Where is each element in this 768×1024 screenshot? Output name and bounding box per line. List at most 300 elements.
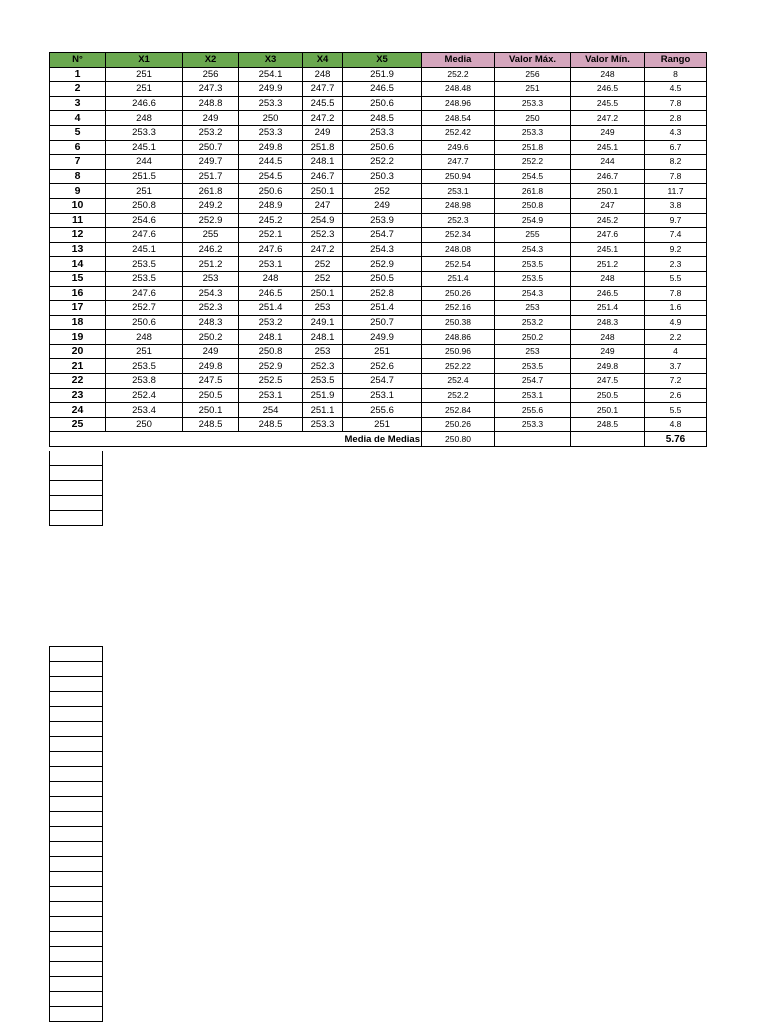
empty-cell[interactable] [50,977,103,992]
data-cell[interactable]: 252.7 [106,301,183,316]
data-cell[interactable]: 252.2 [495,155,571,170]
header-cell[interactable]: X4 [303,53,343,68]
data-cell[interactable]: 246.7 [571,169,645,184]
data-cell[interactable]: 251.9 [303,388,343,403]
data-cell[interactable]: 254.3 [183,286,239,301]
data-cell[interactable]: 248.54 [422,111,495,126]
summary-blank-cell[interactable] [50,432,343,447]
data-cell[interactable]: 253.3 [303,417,343,432]
row-number-cell[interactable]: 8 [50,169,106,184]
data-cell[interactable]: 251 [343,417,422,432]
row-number-cell[interactable]: 6 [50,140,106,155]
data-cell[interactable]: 253.3 [239,125,303,140]
data-cell[interactable]: 261.8 [183,184,239,199]
data-cell[interactable]: 253 [495,344,571,359]
data-cell[interactable]: 252.3 [183,301,239,316]
row-number-cell[interactable]: 11 [50,213,106,228]
data-cell[interactable]: 247 [303,198,343,213]
data-cell[interactable]: 248.3 [183,315,239,330]
empty-cell[interactable] [50,722,103,737]
data-cell[interactable]: 249.7 [183,155,239,170]
data-cell[interactable]: 252.9 [343,257,422,272]
data-cell[interactable]: 250.26 [422,417,495,432]
data-cell[interactable]: 251.4 [239,301,303,316]
data-cell[interactable]: 247.2 [303,111,343,126]
data-cell[interactable]: 250.1 [183,403,239,418]
data-cell[interactable]: 253.1 [239,257,303,272]
empty-cell[interactable] [50,872,103,887]
data-cell[interactable]: 249.9 [239,82,303,97]
data-cell[interactable]: 248.96 [422,96,495,111]
header-cell[interactable]: Valor Máx. [495,53,571,68]
data-cell[interactable]: 247.6 [239,242,303,257]
data-cell[interactable]: 254.7 [343,228,422,243]
row-number-cell[interactable]: 19 [50,330,106,345]
data-cell[interactable]: 252.9 [239,359,303,374]
data-cell[interactable]: 249 [303,125,343,140]
data-cell[interactable]: 252.22 [422,359,495,374]
data-cell[interactable]: 251.2 [183,257,239,272]
data-cell[interactable]: 248.08 [422,242,495,257]
row-number-cell[interactable]: 3 [50,96,106,111]
header-cell[interactable]: X5 [343,53,422,68]
data-cell[interactable]: 4.8 [645,417,707,432]
data-cell[interactable]: 250 [239,111,303,126]
data-cell[interactable]: 9.2 [645,242,707,257]
data-cell[interactable]: 250.5 [183,388,239,403]
data-cell[interactable]: 253.3 [343,125,422,140]
data-cell[interactable]: 2.8 [645,111,707,126]
data-cell[interactable]: 250.3 [343,169,422,184]
data-cell[interactable]: 253.5 [495,359,571,374]
data-table [49,52,707,447]
data-cell[interactable]: 253.8 [106,374,183,389]
data-cell[interactable]: 248.1 [303,155,343,170]
data-cell[interactable]: 7.4 [645,228,707,243]
data-cell[interactable]: 4.3 [645,125,707,140]
data-cell[interactable]: 252.84 [422,403,495,418]
data-cell[interactable]: 256 [495,67,571,82]
data-cell[interactable]: 253.1 [239,388,303,403]
empty-cell[interactable] [571,432,645,447]
empty-cell[interactable] [50,451,103,466]
data-cell[interactable]: 252.6 [343,359,422,374]
header-cell[interactable]: X2 [183,53,239,68]
data-cell[interactable]: 2.2 [645,330,707,345]
data-cell[interactable]: 249.1 [303,315,343,330]
data-cell[interactable]: 251.7 [183,169,239,184]
data-cell[interactable]: 250.26 [422,286,495,301]
empty-cell[interactable] [50,932,103,947]
header-cell[interactable]: Valor Mín. [571,53,645,68]
data-cell[interactable]: 250 [106,417,183,432]
data-cell[interactable]: 251.5 [106,169,183,184]
empty-cell[interactable] [50,857,103,872]
data-cell[interactable]: 249 [183,344,239,359]
data-cell[interactable]: 248.9 [239,198,303,213]
data-cell[interactable]: 250.6 [106,315,183,330]
row-number-cell[interactable]: 1 [50,67,106,82]
row-number-cell[interactable]: 16 [50,286,106,301]
data-cell[interactable]: 8.2 [645,155,707,170]
data-cell[interactable]: 247.2 [571,111,645,126]
data-cell[interactable]: 252.9 [183,213,239,228]
data-cell[interactable]: 249.9 [343,330,422,345]
row-number-cell[interactable]: 22 [50,374,106,389]
empty-cell[interactable] [50,677,103,692]
data-cell[interactable]: 254.6 [106,213,183,228]
data-cell[interactable]: 252.4 [422,374,495,389]
data-cell[interactable]: 245.2 [239,213,303,228]
empty-cell[interactable] [50,947,103,962]
data-cell[interactable]: 248.8 [183,96,239,111]
data-cell[interactable]: 4 [645,344,707,359]
row-number-cell[interactable]: 24 [50,403,106,418]
data-cell[interactable]: 252.8 [343,286,422,301]
data-cell[interactable]: 250.8 [106,198,183,213]
row-number-cell[interactable]: 25 [50,417,106,432]
header-cell[interactable]: N° [50,53,106,68]
empty-cell[interactable] [50,1007,103,1022]
empty-cell[interactable] [50,797,103,812]
row-number-cell[interactable]: 9 [50,184,106,199]
data-cell[interactable]: 254.5 [239,169,303,184]
data-cell[interactable]: 8 [645,67,707,82]
header-cell[interactable]: Media [422,53,495,68]
data-cell[interactable]: 253.1 [343,388,422,403]
data-cell[interactable]: 251.4 [422,271,495,286]
data-cell[interactable]: 253.3 [495,96,571,111]
data-cell[interactable]: 252.2 [422,67,495,82]
data-cell[interactable]: 247 [571,198,645,213]
data-cell[interactable]: 246.5 [343,82,422,97]
data-cell[interactable]: 248.86 [422,330,495,345]
data-cell[interactable]: 245.2 [571,213,645,228]
data-cell[interactable]: 253.5 [303,374,343,389]
data-cell[interactable]: 245.5 [303,96,343,111]
data-cell[interactable]: 253 [303,344,343,359]
data-cell[interactable]: 253.2 [183,125,239,140]
data-cell[interactable]: 248.1 [303,330,343,345]
data-cell[interactable]: 252.16 [422,301,495,316]
data-cell[interactable]: 256 [183,67,239,82]
data-cell[interactable]: 252.42 [422,125,495,140]
data-cell[interactable]: 245.1 [106,140,183,155]
data-cell[interactable]: 251 [106,184,183,199]
data-cell[interactable]: 7.8 [645,286,707,301]
data-cell[interactable]: 245.1 [106,242,183,257]
data-cell[interactable]: 244 [571,155,645,170]
data-cell[interactable]: 7.8 [645,169,707,184]
empty-cell[interactable] [50,737,103,752]
data-cell[interactable]: 254.9 [303,213,343,228]
range-mean-value[interactable]: 5.76 [645,432,707,447]
empty-cell[interactable] [495,432,571,447]
data-cell[interactable]: 249.8 [183,359,239,374]
empty-cell[interactable] [50,707,103,722]
header-cell[interactable]: Rango [645,53,707,68]
data-cell[interactable]: 253 [183,271,239,286]
data-cell[interactable]: 252 [303,257,343,272]
empty-cell[interactable] [50,481,103,496]
data-cell[interactable]: 250.38 [422,315,495,330]
data-cell[interactable]: 249 [343,198,422,213]
data-cell[interactable]: 248.5 [183,417,239,432]
data-cell[interactable]: 245.5 [571,96,645,111]
data-cell[interactable]: 3.7 [645,359,707,374]
data-cell[interactable]: 246.5 [571,286,645,301]
data-cell[interactable]: 249.2 [183,198,239,213]
data-cell[interactable]: 250.5 [571,388,645,403]
table-row [50,213,707,228]
row-number-cell[interactable]: 4 [50,111,106,126]
data-cell[interactable]: 248 [571,67,645,82]
empty-cell[interactable] [50,992,103,1007]
data-cell[interactable]: 246.7 [303,169,343,184]
data-cell[interactable]: 3.8 [645,198,707,213]
data-cell[interactable]: 250.5 [343,271,422,286]
empty-cell[interactable] [50,662,103,677]
row-number-cell[interactable]: 13 [50,242,106,257]
empty-cell[interactable] [50,902,103,917]
data-cell[interactable]: 253.1 [422,184,495,199]
data-cell[interactable]: 248 [106,330,183,345]
data-cell[interactable]: 247.6 [106,228,183,243]
data-cell[interactable]: 254.7 [343,374,422,389]
empty-cell[interactable] [50,511,103,526]
data-cell[interactable]: 252.5 [239,374,303,389]
data-cell[interactable]: 255 [183,228,239,243]
table-row [50,67,707,82]
data-cell[interactable]: 6.7 [645,140,707,155]
data-cell[interactable]: 251.8 [495,140,571,155]
data-cell[interactable]: 250.94 [422,169,495,184]
empty-cell[interactable] [50,782,103,797]
mean-of-means-label[interactable]: Media de Medias [344,433,420,445]
empty-cell[interactable] [50,812,103,827]
data-cell[interactable]: 1.6 [645,301,707,316]
data-cell[interactable]: 248.98 [422,198,495,213]
data-cell[interactable]: 250.1 [303,184,343,199]
data-cell[interactable]: 251 [106,344,183,359]
data-cell[interactable]: 254.1 [239,67,303,82]
data-cell[interactable]: 249 [571,125,645,140]
data-cell[interactable]: 2.3 [645,257,707,272]
data-cell[interactable]: 252.3 [303,228,343,243]
data-cell[interactable]: 253 [495,301,571,316]
data-cell[interactable]: 245.1 [571,242,645,257]
data-cell[interactable]: 253.5 [495,271,571,286]
data-cell[interactable]: 248.48 [422,82,495,97]
data-cell[interactable]: 253.9 [343,213,422,228]
data-cell[interactable]: 9.7 [645,213,707,228]
row-number-cell[interactable]: 14 [50,257,106,272]
data-cell[interactable]: 7.2 [645,374,707,389]
data-cell[interactable]: 247.6 [571,228,645,243]
data-cell[interactable]: 247.2 [303,242,343,257]
row-number-cell[interactable]: 5 [50,125,106,140]
empty-cell[interactable] [50,692,103,707]
data-cell[interactable]: 249 [183,111,239,126]
data-cell[interactable]: 253.3 [495,125,571,140]
data-cell[interactable]: 250.6 [343,96,422,111]
row-number-cell[interactable]: 10 [50,198,106,213]
data-cell[interactable]: 252 [343,184,422,199]
data-cell[interactable]: 250.2 [495,330,571,345]
data-cell[interactable]: 254.9 [495,213,571,228]
data-cell[interactable]: 251.2 [571,257,645,272]
data-cell[interactable]: 250.7 [183,140,239,155]
data-cell[interactable]: 252.4 [106,388,183,403]
data-cell[interactable]: 251 [495,82,571,97]
data-cell[interactable]: 253.2 [495,315,571,330]
data-cell[interactable]: 249.8 [239,140,303,155]
data-cell[interactable]: 246.5 [571,82,645,97]
data-cell[interactable]: 252 [303,271,343,286]
data-cell[interactable]: 253.3 [239,96,303,111]
data-cell[interactable]: 247.5 [571,374,645,389]
data-cell[interactable]: 252.2 [343,155,422,170]
data-cell[interactable]: 254.3 [343,242,422,257]
empty-cell[interactable] [50,752,103,767]
data-cell[interactable]: 250.1 [303,286,343,301]
data-cell[interactable]: 253.4 [106,403,183,418]
data-cell[interactable]: 4.9 [645,315,707,330]
data-cell[interactable]: 250.6 [343,140,422,155]
data-cell[interactable]: 255.6 [343,403,422,418]
data-cell[interactable]: 253.3 [106,125,183,140]
data-cell[interactable]: 254.5 [495,169,571,184]
row-number-cell[interactable]: 20 [50,344,106,359]
data-cell[interactable]: 252.2 [422,388,495,403]
data-cell[interactable]: 251.4 [343,301,422,316]
row-number-cell[interactable]: 17 [50,301,106,316]
data-cell[interactable]: 254 [239,403,303,418]
row-number-cell[interactable]: 15 [50,271,106,286]
data-cell[interactable]: 250 [495,111,571,126]
data-cell[interactable]: 250.8 [495,198,571,213]
row-number-cell[interactable]: 12 [50,228,106,243]
data-cell[interactable]: 250.2 [183,330,239,345]
data-cell[interactable]: 246.5 [239,286,303,301]
data-cell[interactable]: 248.3 [571,315,645,330]
data-cell[interactable]: 250.1 [571,403,645,418]
data-cell[interactable]: 252.34 [422,228,495,243]
data-cell[interactable]: 250.6 [239,184,303,199]
data-cell[interactable]: 248.5 [343,111,422,126]
data-cell[interactable]: 4.5 [645,82,707,97]
data-cell[interactable]: 2.6 [645,388,707,403]
data-cell[interactable]: 253.3 [495,417,571,432]
data-cell[interactable]: 254.3 [495,286,571,301]
empty-cell[interactable] [50,767,103,782]
data-cell[interactable]: 244.5 [239,155,303,170]
data-cell[interactable]: 255 [495,228,571,243]
row-number-cell[interactable]: 18 [50,315,106,330]
row-number-cell[interactable]: 7 [50,155,106,170]
data-cell[interactable]: 253.5 [495,257,571,272]
data-cell[interactable]: 251.4 [571,301,645,316]
data-cell[interactable]: 5.5 [645,271,707,286]
empty-cell[interactable] [50,827,103,842]
data-cell[interactable]: 255.6 [495,403,571,418]
row-number-cell[interactable]: 2 [50,82,106,97]
data-cell[interactable]: 247.7 [422,155,495,170]
data-cell[interactable]: 254.7 [495,374,571,389]
empty-cell[interactable] [50,842,103,857]
empty-cell[interactable] [50,647,103,662]
row-number-cell[interactable]: 23 [50,388,106,403]
data-cell[interactable]: 254.3 [495,242,571,257]
data-cell[interactable]: 250.96 [422,344,495,359]
header-cell[interactable]: X1 [106,53,183,68]
data-cell[interactable]: 248 [106,111,183,126]
data-cell[interactable]: 248 [303,67,343,82]
data-cell[interactable]: 251.1 [303,403,343,418]
data-cell[interactable]: 251.8 [303,140,343,155]
row-number-cell[interactable]: 21 [50,359,106,374]
data-cell[interactable]: 253.5 [106,271,183,286]
data-cell[interactable]: 252.3 [422,213,495,228]
data-cell[interactable]: 245.1 [571,140,645,155]
empty-cell[interactable] [50,887,103,902]
mean-of-means-value[interactable]: 250.80 [422,432,495,447]
data-cell[interactable]: 249 [571,344,645,359]
data-cell[interactable]: 261.8 [495,184,571,199]
data-cell[interactable]: 253.2 [239,315,303,330]
header-cell[interactable]: X3 [239,53,303,68]
data-cell[interactable]: 252.54 [422,257,495,272]
data-cell[interactable]: 252.3 [303,359,343,374]
data-cell[interactable]: 246.2 [183,242,239,257]
data-cell[interactable]: 253 [303,301,343,316]
table-row [50,374,707,389]
data-cell[interactable]: 248.1 [239,330,303,345]
data-cell[interactable]: 11.7 [645,184,707,199]
empty-cell[interactable] [50,917,103,932]
data-cell[interactable]: 248.5 [571,417,645,432]
data-cell[interactable]: 251 [343,344,422,359]
data-cell[interactable]: 250.7 [343,315,422,330]
data-cell[interactable]: 247.7 [303,82,343,97]
data-cell[interactable]: 248 [239,271,303,286]
data-cell[interactable]: 247.3 [183,82,239,97]
data-cell[interactable]: 7.8 [645,96,707,111]
data-cell[interactable]: 253.5 [106,257,183,272]
data-cell[interactable]: 247.5 [183,374,239,389]
data-cell[interactable]: 251 [106,67,183,82]
empty-cell[interactable] [50,466,103,481]
empty-cell[interactable] [50,962,103,977]
data-cell[interactable]: 249.8 [571,359,645,374]
data-cell[interactable]: 251.9 [343,67,422,82]
empty-cell[interactable] [50,496,103,511]
data-cell[interactable]: 248.5 [239,417,303,432]
data-cell[interactable]: 248 [571,330,645,345]
data-cell[interactable]: 246.6 [106,96,183,111]
data-cell[interactable]: 244 [106,155,183,170]
data-cell[interactable]: 5.5 [645,403,707,418]
data-cell[interactable]: 252.1 [239,228,303,243]
data-cell[interactable]: 250.1 [571,184,645,199]
data-cell[interactable]: 253.1 [495,388,571,403]
data-cell[interactable]: 253.5 [106,359,183,374]
data-cell[interactable]: 251 [106,82,183,97]
data-cell[interactable]: 250.8 [239,344,303,359]
data-cell[interactable]: 247.6 [106,286,183,301]
data-cell[interactable]: 249.6 [422,140,495,155]
data-cell[interactable]: 248 [571,271,645,286]
